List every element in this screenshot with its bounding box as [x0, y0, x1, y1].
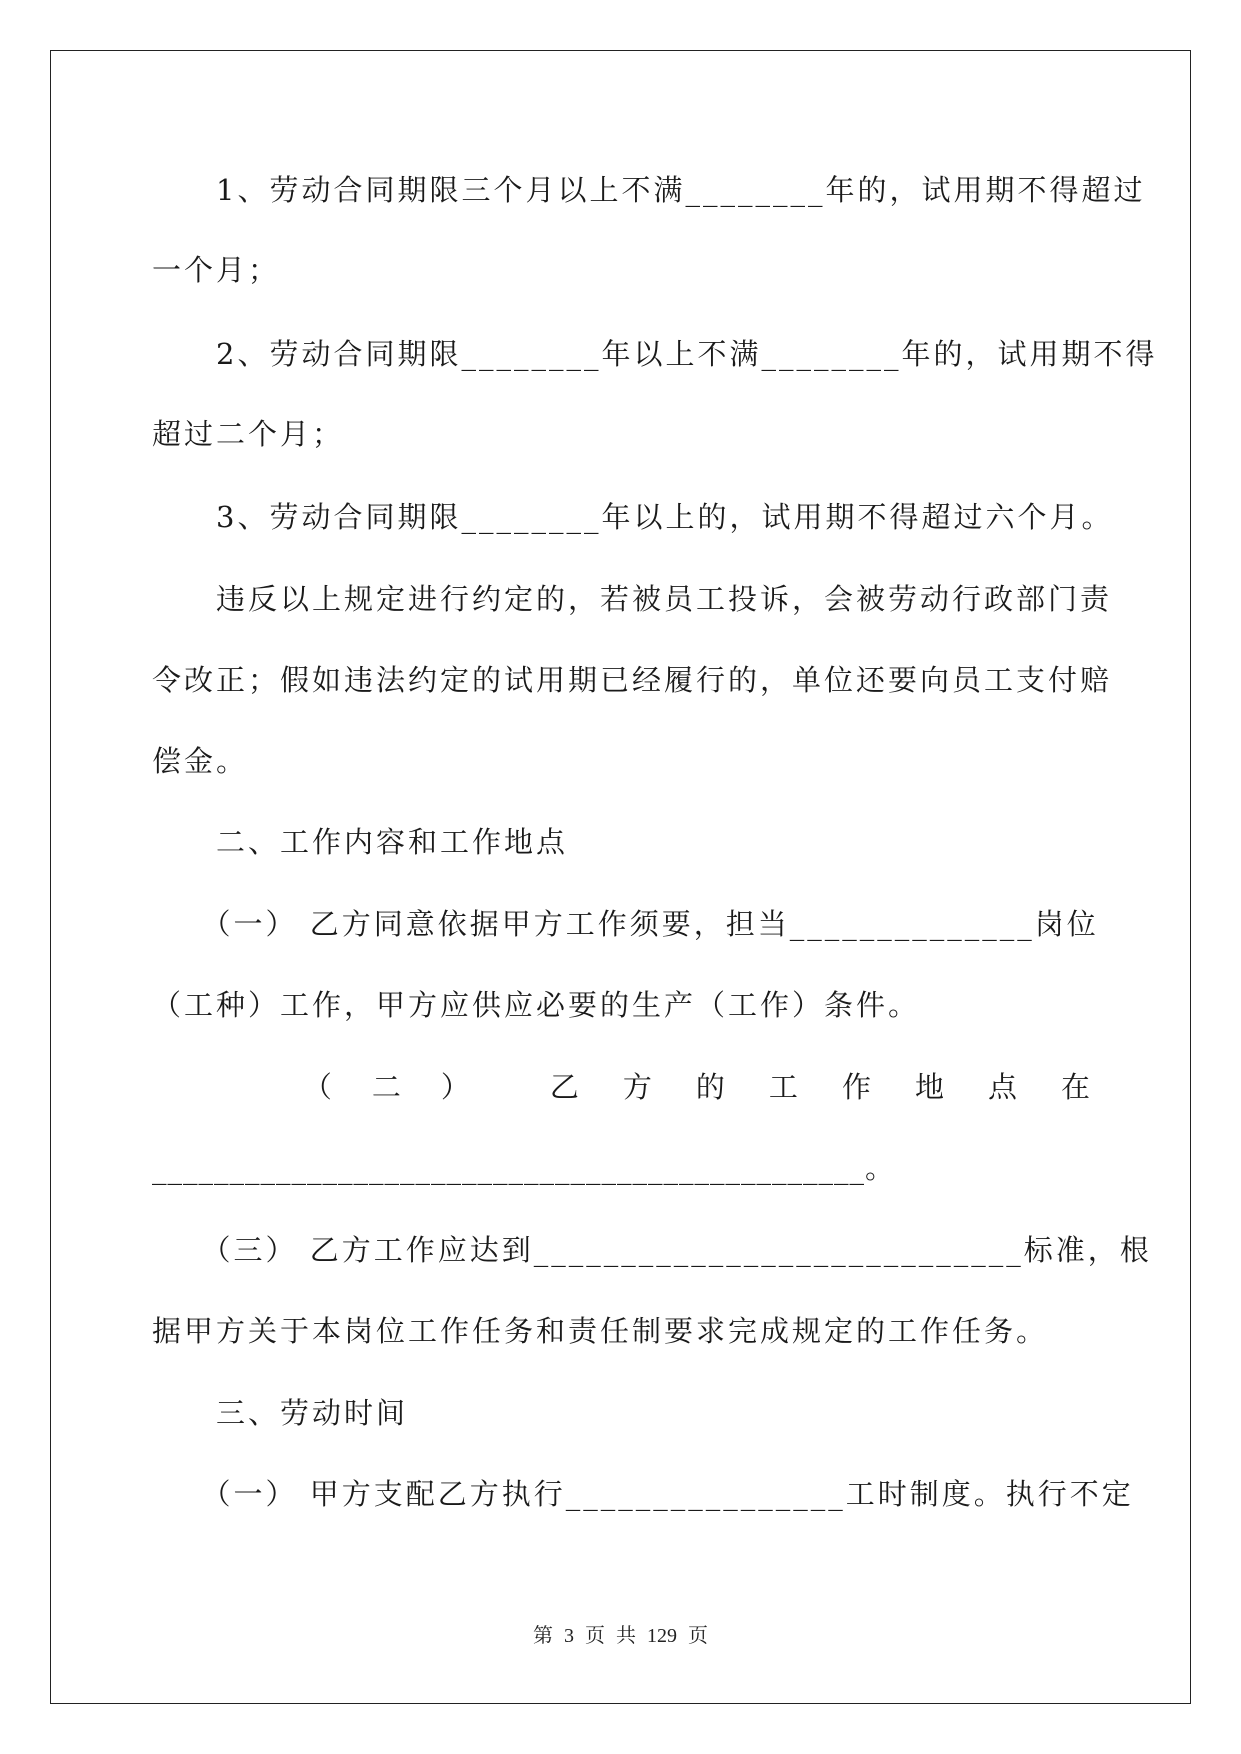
spread-char: 二 [371, 1070, 401, 1104]
spread-char: 点 [987, 1070, 1017, 1104]
spread-char: 的 [695, 1070, 725, 1104]
page-border [50, 50, 1191, 1704]
paragraph-line-7: 令改正；假如违法约定的试用期已经履行的，单位还要向员工支付赔 [152, 663, 1113, 697]
paragraph-line-8: 偿金。 [152, 744, 249, 778]
blank-line: ______________________________________________。 [152, 1151, 896, 1185]
page-number: 第 3 页 共 129 页 [533, 1625, 708, 1647]
paragraph-line-2: 一个月； [152, 253, 281, 287]
paragraph-line-10: （一） 乙方同意依据甲方工作须要，担当______________岗位 [152, 907, 1099, 941]
paragraph-line-16: （一） 甲方支配乙方执行________________工时制度。执行不定 [152, 1477, 1134, 1511]
paragraph-line-14: 据甲方关于本岗位工作任务和责任制要求完成规定的工作任务。 [152, 1314, 1049, 1348]
spread-char: （ [302, 1070, 332, 1104]
spread-char: 地 [914, 1070, 944, 1104]
paragraph-line-1: 1、劳动合同期限三个月以上不满________年的，试用期不得超过 [152, 173, 1146, 207]
spread-char: ） [440, 1070, 470, 1104]
paragraph-line-5: 3、劳动合同期限________年以上的，试用期不得超过六个月。 [152, 500, 1114, 534]
section-heading-3: 三、劳动时间 [152, 1396, 409, 1430]
section-heading-2: 二、工作内容和工作地点 [152, 825, 569, 859]
spread-char: 方 [622, 1070, 652, 1104]
paragraph-line-4: 超过二个月； [152, 417, 345, 451]
spread-char: 工 [768, 1070, 798, 1104]
paragraph-line-11: （工种）工作，甲方应供应必要的生产（工作）条件。 [152, 988, 921, 1022]
spread-char: 在 [1060, 1070, 1090, 1104]
paragraph-line-13: （三） 乙方工作应达到____________________________标准，根 [152, 1233, 1152, 1267]
spread-char: 乙 [549, 1070, 579, 1104]
paragraph-line-6: 违反以上规定进行约定的，若被员工投诉，会被劳动行政部门责 [152, 582, 1113, 616]
paragraph-line-3: 2、劳动合同期限________年以上不满________年的，试用期不得 [152, 337, 1158, 371]
spread-char: 作 [841, 1070, 871, 1104]
spread-line [152, 1067, 1090, 1107]
